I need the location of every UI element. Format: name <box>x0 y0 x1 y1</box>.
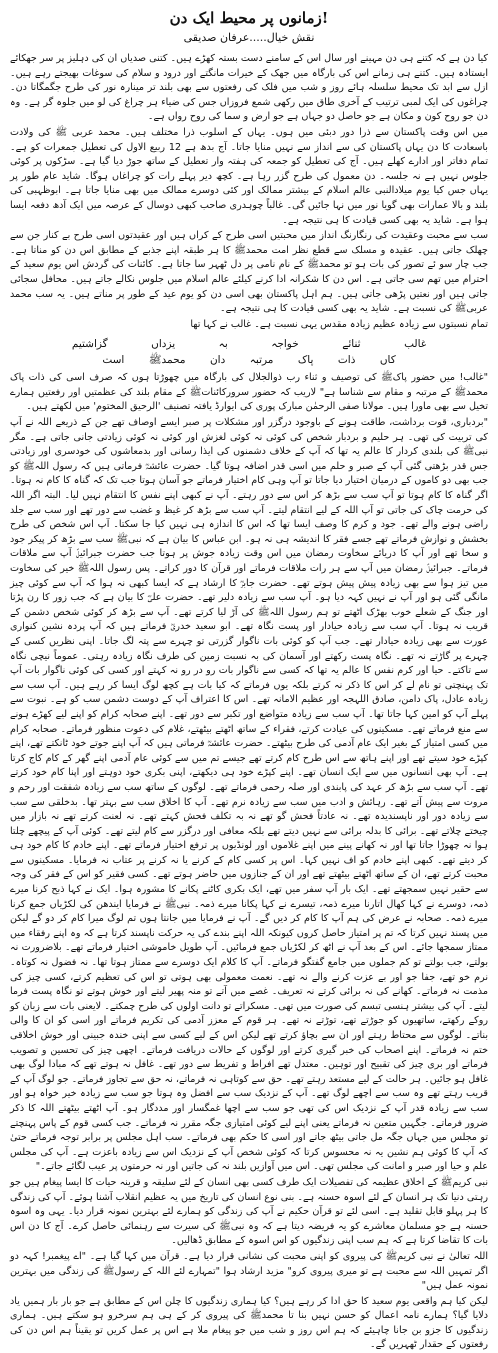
article-body <box>10 52 488 332</box>
verse-word: دان <box>209 354 226 367</box>
article-body-continued <box>10 371 488 1353</box>
verse-word: محمدﷺ <box>148 354 186 367</box>
paragraph: اللہ تعالیٰ نے نبی کریمﷺ کی پیروی کو اپنی محبت کی نشانی قرار دیا ہے۔ قرآن میں کہا گیا ہے۔ "اے پیغمبر! کہہ دو اگر تمہیں اللہ سے محبت ہے تو میری پیروی کرو" مزید ارشاد ہوا "تمہارے لئے اللہ کے رسولﷺ کی زندگی میں بہترین نمونہ عمل ہیں" <box>10 1250 488 1292</box>
verse-word: ثنائے <box>342 338 361 351</box>
article-byline: نقش خیال.....عرفان صدیقی <box>183 31 315 44</box>
verse-word: خواجہ <box>271 338 299 351</box>
verse-word: مرتبہ <box>249 354 274 367</box>
paragraph: میں اس وقت پاکستان سے ذرا دور دبئی میں ہوں۔ یہاں کے اسلوب ذرا مختلف ہیں۔ محمد عربی ﷺ کی ولادت باسعادت کا دن یہاں پاکستان کی سے انداز سے نہیں منایا جاتا۔ آج بدھ ہے 12 ربیع الاول کی تعطیل جمعرات کو ہے۔ تمام دفاتر اور ادارے کھلے ہیں۔ آج کی تعطیل کو جمعہ کی ہفتہ وار تعطیل کے ساتھ جوڑ دیا گیا ہے۔ سڑکوں پر کوئی جلوس نہیں ہے نہ جلسہ۔ دن معمول کی طرح گزر رہا ہے۔ کچھ دیر پہلے رات کو چراغاں ہوگا۔ شاید عام طور پر یہاں جس کیا یوم میلادالنبی عالم اسلام کے بیشتر ممالک اور کئی دوسرے ممالک میں بھی منایا جاتا ہے۔ ابوظہبی کی بلند و بالا عمارات بھی گویا نور میں نہا جائیں گی۔ غالباً چوہدری صاحب کبھی دوسال کے عرصہ میں ایک آدھ دفعہ ایسا ہوا ہے۔ شاید یہ بھی کسی قیادت کا ہی نتیجہ ہے۔ <box>10 126 488 226</box>
paragraph: نبی کریمﷺ کے اخلاق عظیمہ کی تفصیلات ایک طرف کسی بھی انسان کے لئے سلیقہ و قرینہ حیات کا ایسا پیغام ہیں جو رہتی دنیا تک ہر انسان کے لئے اسوہ حسنہ ہے۔ بنی نوع انسان کی تاریخ میں یہ عظیم انقلاب آشنا ہوئے۔ آپ کی زندگی کا ہر پہلو قابل تقلید ہے۔ اسی لئے تو قرآن حکیم نے آپ کی زندگی کو ہمارے لئے بہترین نمونہ قرار دیا۔ یہی وہ اسوہ حسنہ ہے جو مسلمان معاشرے کو یہ فریضہ دیتا ہے کہ وہ نبیﷺ کی سیرت سے رہنمائی حاصل کرے۔ آج کا دن اس بات کا تقاضا کرتا ہے کہ ہم سب اپنی زندگیوں کو اس اسوہ کے مطابق ڈھالیں۔ <box>10 1176 488 1247</box>
paragraph: "غالب! میں حضور پاکﷺ کی توصیف و ثناء رب ذوالجلال کی بارگاہ میں چھوڑتا ہوں کہ صرف اسی کی ذات پاک محمدﷺ کے مرتبہ و مقام سے شناسا ہے" لاریب کہ حضور سرورکائناتﷺ کے مقام بلند کی عظمتیں اور رفعتیں ہمارے تخیل سے بھی ماورا ہیں۔ مولانا صفی الرحمٰن مبارک پوری کی ایوارڈ یافتہ تصنیف 'الرحیق المختوم' میں لکھتے ہیں۔ <box>10 372 488 413</box>
verse-word: بہ <box>218 338 228 351</box>
verse-word: یزداں <box>151 338 176 351</box>
verse-word: است <box>102 354 125 367</box>
quote-paragraph: "بردباری، قوت برداشت، طاقت ہونے کے باوجود درگزر اور مشکلات پر صبر ایسے اوصاف تھے جن کے ذریعے اللہ نے آپ کی تربیت کی تھی۔ ہر حلیم و بردبار شخص کی کوئی نہ کوئی لغزش اور کوئی نہ کوئی زیادتی جانی جاتی ہے۔ مگر نبیﷺ کی بلندی کردار کا عالم یہ تھا کہ آپ کے خلاف دشمنوں کی ایذا رسانی اور بدمعاشوں کی خودسری اور زیادتی جس قدر بڑھتی گئی آپ کے صبر و حلم میں اسی قدر اضافہ ہوتا گیا۔ حضرت عائشہؓ فرماتی ہیں کہ رسول اللہﷺ کو جب بھی دو کاموں کے درمیان اختیار دیا جاتا تو آپ وہی کام اختیار فرماتے جو آسان ہوتا جب تک کہ گناہ کا کام نہ ہوتا۔ اگر گناہ کا کام ہوتا تو آپ سب سے بڑھ کر اس سے دور رہتے۔ آپ نے کبھی اپنے نفس کا انتقام نہیں لیا۔ البتہ اگر اللہ کی حرمت چاک کی جاتی تو آپ اللہ کے لیے انتقام لیتے۔ آپ سب سے بڑھ کر غیظ و غضب سے دور تھے اور سب سے جلد راضی ہونے والے تھے۔ جود و کرم کا وصف ایسا تھا کہ اس کا اندازہ ہی نہیں کیا جا سکتا۔ آپ اس شخص کی طرح بخشش و نوازش فرماتے تھے جسے فقر کا اندیشہ ہی نہ ہو۔ ابن عباس کا بیان ہے کہ نبیﷺ سب سے بڑھ کر پیکر جود و سخا تھے اور آپ کا دریائے سخاوت رمضان میں اس وقت زیادہ جوش پر ہوتا جب حضرت جبرائیلؑ آپ سے ملاقات فرماتے۔ جبرائیلؑ رمضان میں آپ سے ہر رات ملاقات فرماتے اور قرآن کا دور کراتے۔ پس رسول اللہﷺ خیر کی سخاوت میں تیز ہوا سے بھی زیادہ پیش پیش ہوتے تھے۔ حضرت جابرؓ کا ارشاد ہے کہ ایسا کبھی نہ ہوا کہ آپ سے کوئی چیز مانگی گئی ہو اور آپ نے نہیں کہہ دیا ہو۔ آپ سب سے زیادہ دلیر تھے۔ حضرت علیؓ کا بیان ہے کہ جب زور کا رن پڑتا اور جنگ کے شعلے خوب بھڑک اٹھتے تو ہم رسول اللہﷺ کی آڑ لیا کرتے تھے۔ آپ سے بڑھ کر کوئی شخص دشمن کے قریب نہ ہوتا۔ آپ سب سے زیادہ حیادار اور پست نگاہ تھے۔ ابو سعید خدریؓ فرماتے ہیں کہ آپ پردہ نشین کنواری عورت سے بھی زیادہ حیادار تھے۔ جب آپ کو کوئی بات ناگوار گزرتی تو چہرے سے پتہ لگ جاتا۔ اپنی نظریں کسی کے چہرے پر گاڑتے نہ تھے۔ نگاہ پست رکھتے اور آسمان کی بہ نسبت زمین کی طرف نگاہ زیادہ رہتی۔ عموماً نیچی نگاہ سے تاکتے۔ حیا اور کرم نفس کا عالم یہ تھا کہ کسی سے ناگوار بات رو در رو نہ کہتے اور کسی کی کوئی ناگوار بات آپ تک پہنچتی تو نام لے کر اس کا ذکر نہ کرتے بلکہ یوں فرماتے کہ کیا بات ہے کچھ لوگ ایسا کر رہے ہیں۔ آپ سب سے زیادہ عادل، پاک دامن، صادق اللہجہ اور عظیم الامانہ تھے۔ اس کا اعتراف آپ کے دوست دشمن سب کو ہے۔ نبوت سے پہلے آپ کو امین کہا جاتا تھا۔ آپ سب سے زیادہ متواضع اور تکبر سے دور تھے۔ اپنے صحابہ کرام کو اپنے لیے کھڑے ہونے سے منع فرماتے تھے۔ مسکینوں کی عیادت کرتے، فقراء کے ساتھ اٹھتے بیٹھتے، غلام کی دعوت منظور فرماتے۔ صحابہ کرام میں کسی امتیاز کے بغیر ایک عام آدمی کی طرح بیٹھتے۔ حضرت عائشہؓ فرماتی ہیں کہ آپ اپنے جوتے خود ٹانکتے تھے، اپنے کپڑے خود سیتے تھے اور اپنے ہاتھ سے اس طرح کام کرتے تھے جیسے تم میں سے کوئی عام آدمی اپنے گھر کے کام کاج کرتا ہے۔ آپ بھی انسانوں میں سے ایک انسان تھے۔ اپنے کپڑے خود ہی دیکھتے، اپنی بکری خود دوہتے اور اپنا کام خود کرتے تھے۔ آپ سب سے بڑھ کر عہد کی پابندی اور صلہ رحمی فرماتے تھے۔ لوگوں کے ساتھ سب سے زیادہ شفقت اور رحم و مروت سے پیش آتے تھے۔ رہائش و ادب میں سب سے زیادہ نرم تھے۔ آپ کا اخلاق سب سے بہتر تھا۔ بدخلقی سے سب سے زیادہ دور اور ناپسندیدہ تھے۔ نہ عادتاً فحش گو تھے نہ بہ تکلف فحش کہتے تھے۔ نہ لعنت کرتے تھے نہ بازار میں چیختے چلاتے تھے۔ برائی کا بدلہ برائی سے نہیں دیتے تھے بلکہ معافی اور درگزر سے کام لیتے تھے۔ کوئی آپ کے پیچھے چلتا ہوا نہ چھوڑا جاتا تھا اور نہ کھانے پینے میں اپنے غلاموں اور لونڈیوں پر ترفع اختیار فرماتے تھے۔ اپنے خادم کا کام خود ہی کر دیتے تھے۔ کبھی اپنے خادم کو اف نہیں کہا۔ اس پر کسی کام کے کرنے یا نہ کرنے پر عتاب نہ فرمایا۔ مسکینوں سے محبت کرتے تھے، ان کے ساتھ اٹھتے بیٹھتے تھے اور ان کے جنازوں میں حاضر ہوتے تھے۔ کسی فقیر کو اس کے فقر کی وجہ سے حقیر نہیں سمجھتے تھے۔ ایک بار آپ سفر میں تھے، ایک بکری کاٹنے پکانے کا مشورہ ہوا۔ ایک نے کہا ذبح کرنا میرے ذمہ، دوسرے نے کہا کھال اتارنا میرے ذمہ، تیسرے نے کہا پکانا میرے ذمہ۔ نبیﷺ نے فرمایا ایندھن کی لکڑیاں جمع کرنا میرے ذمہ۔ صحابہ نے عرض کی ہم آپ کا کام کر دیں گے۔ آپ نے فرمایا میں جانتا ہوں تم لوگ میرا کام کر دو گے لیکن میں پسند نہیں کرتا کہ تم پر امتیاز حاصل کروں کیونکہ اللہ اپنے بندے کی یہ حرکت ناپسند کرتا ہے کہ وہ اپنے رفقاء میں ممتاز سمجھا جائے۔ اس کے بعد آپ نے اٹھ کر لکڑیاں جمع فرمائیں۔ آپ طویل خاموشی اختیار فرماتے تھے۔ بلاضرورت نہ بولتے، جب بولتے تو کم جملوں میں جامع گفتگو فرماتے۔ آپ کا کلام ایک دوسرے سے ممتاز ہوتا تھا۔ نہ فضول نہ کوتاہ۔ نرم خو تھے، جفا جو اور بے عزت کرنے والے نہ تھے۔ نعمت معمولی بھی ہوتی تو اس کی تعظیم کرتے، کسی چیز کی مذمت نہ فرماتے۔ کھانے کی نہ برائی کرتے نہ تعریف۔ غصے میں آتے تو منہ پھیر لیتے اور خوش ہوتے تو نگاہ پست فرما لیتے۔ آپ کی بیشتر ہنسی تبسم کی صورت میں تھی۔ مسکراتے تو دانت اولوں کی طرح چمکتے۔ لایعنی بات سے زبان کو روکے رکھتے، ساتھیوں کو جوڑتے تھے، توڑتے نہ تھے۔ ہر قوم کے معزز آدمی کی تکریم فرماتے اور اسی کو ان کا والی بناتے۔ لوگوں سے محتاط رہتے اور ان سے بچاؤ کرتے تھے لیکن اس کے لیے کسی سے اپنی خندہ جبینی اور خوش اخلاقی ختم نہ فرماتے۔ اپنے اصحاب کی خبر گیری کرتے اور لوگوں کے حالات دریافت فرماتے۔ اچھی چیز کی تحسین و تصویب فرماتے اور بری چیز کی تقبیح اور توہین۔ معتدل تھے افراط و تفریط سے دور تھے۔ غافل نہ ہوتے تھے کہ مبادا لوگ بھی غافل ہو جائیں۔ ہر حالت کے لیے مستعد رہتے تھے۔ حق سے کوتاہی نہ فرماتے، نہ حق سے تجاوز فرماتے۔ جو لوگ آپ کے قریب رہتے تھے وہ سب سے اچھے لوگ تھے۔ آپ کے نزدیک سب سے افضل وہ ہوتا جو سب سے زیادہ خیر خواہ ہو اور سب سے زیادہ قدر آپ کے نزدیک اس کی تھی جو سب سے اچھا غمگسار اور مددگار ہو۔ آپ اٹھتے بیٹھتے اللہ کا ذکر ضرور فرماتے۔ جگہیں متعین نہ فرماتے یعنی اپنے لیے کوئی امتیازی جگہ مقرر نہ فرماتے۔ جب کسی قوم کے پاس پہنچتے تو مجلس میں جہاں جگہ مل جاتی بیٹھ جاتے اور اسی کا حکم بھی فرماتے۔ سب اہل مجلس پر برابر توجہ فرماتے حتیٰ کہ آپ کا کوئی ہم نشین یہ نہ محسوس کرتا کہ کوئی شخص آپ کے نزدیک اس سے زیادہ باعزت ہے۔ آپ کی مجلس علم و حیا اور صبر و امانت کی مجلس تھی۔ اس میں آوازیں بلند نہ کی جاتیں اور نہ حرمتوں پر عیب لگائے جاتے۔" <box>10 417 488 1173</box>
verse-word: ذات <box>337 354 356 367</box>
article-title: زمانوں پر محیط ایک دن! <box>169 9 329 27</box>
paragraph: تمام نسبتوں سے زیادہ عظیم زیادہ مقدس یہی نسبت ہے۔ غالب نے کہا تھا <box>190 318 488 330</box>
verse-word: غالب <box>404 338 427 351</box>
verse-line-1 <box>10 336 488 352</box>
verse-word: کاں <box>379 354 396 367</box>
verse-word: پاک <box>297 354 314 367</box>
paragraph: لیکن کیا ہم واقعی یوم سعید کا حق ادا کر رہے ہیں؟ کیا ہماری زندگیوں کا چلن اس کے مطابق ہے جو بار بار ہمیں یاد دلایا گیا؟ ہمارے نامہ اعمال کو حسن نہیں بنا تا محمدﷺ کی پیروی کر کے ہی ہم سرخرو ہو سکتے ہیں۔ ہماری زندگیوں کا جزو بن جانا چاہیئے کہ ہم اس روز و شب میں جو پیغام ملا ہے اس پر عمل کریں تو یقیناً ہم اس دن کی رفعتوں کے حقدار ٹھہریں گے۔ <box>10 1295 488 1351</box>
verse-word: گزاشتیم <box>71 338 108 351</box>
verse-line-2 <box>10 352 488 368</box>
persian-verse <box>10 333 488 371</box>
paragraph: کیا دن ہے کہ کتنے ہی دن مہینے اور سال اس کے سامنے دست بستہ کھڑے ہیں۔ کتنی صدیاں ان کی دہلیز پر سر جھکائے ایستادہ ہیں۔ کتنے ہی زمانے اس کی بارگاہ میں جھک کے خیرات مانگتے اور درود و سلام کی سوغات بھیجتے رہے ہیں۔ ازل سے ابد تک محیط سلسلہ ہائے روز و شب میں فلک کی رفعتوں سے بھی بلند تر مینارہ نور کی طرح جگمگاتا دن۔ چراغوں کی ایک لمبی ترتیب کے آخری طاق میں رکھی شمع فروزاں جس کی ضیاء ہر چراغ کی لو میں جلوہ گر ہے۔ وہ دن جو روح کون و مکان ہے جو حاصل دو جہاں ہے جو ارض و سما کی روح رواں ہے۔ <box>10 53 488 123</box>
paragraph: سب سے محبت وعقیدت کی رنگارنگ انداز میں محبتیں اسی طرح کے کراں ہیں اور عقیدتوں اسی طرح بے کنار جن سے چھلک جاتی ہیں۔ عقیدہ و مسلک سے قطع نظر امت محمدﷺ کا ہر طبقہ اپنے جذبے کے مطابق اس دن کو مناتا ہے۔ جب چار سو ئے تصور کی بات ہو تو محمدﷺ کے نام نامی پر دل ٹھہر سا جاتا ہے۔ کائنات کی گردش اس یوم سعید کے احترام میں تھم سی جاتی ہے۔ اس دن کا شکرانہ ادا کرنے کیلئے عالم اسلام میں جلوس نکالے جاتے ہیں۔ محافل سجائی جاتی ہیں اور نعتیں پڑھی جاتی ہیں۔ ہم اہل پاکستان بھی اسی دن کو یوم عید کے طور پر مناتے ہیں۔ یہ سب محمد عربیﷺ کی نسبت ہے۔ شاید یہ بھی کسی قیادت کا ہی نتیجہ ہے۔ <box>10 230 488 315</box>
